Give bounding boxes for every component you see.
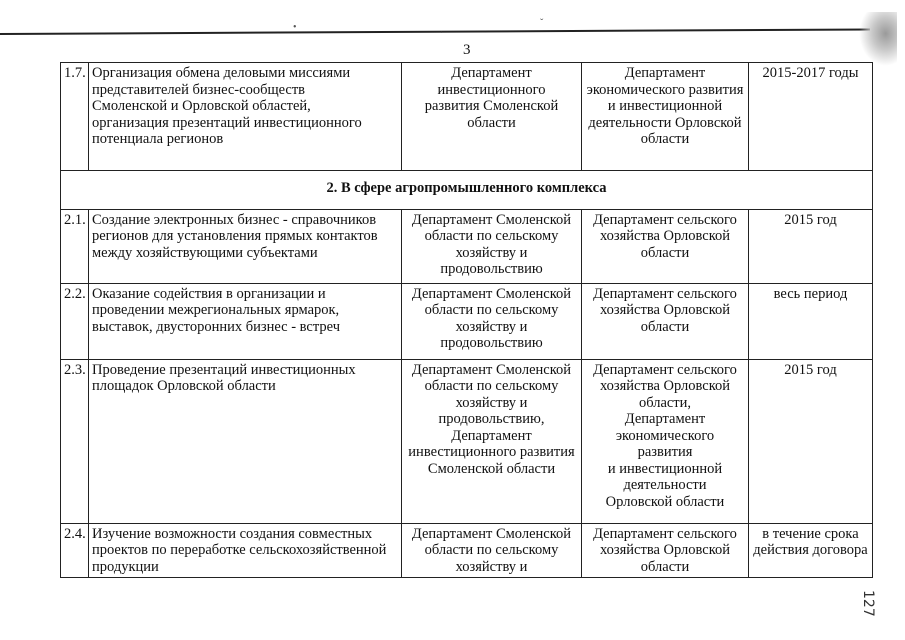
cell-text-line: продукции bbox=[92, 558, 159, 575]
table-row bbox=[61, 359, 873, 523]
cell-text-line: Департамент bbox=[451, 65, 532, 81]
cell-text-line: между хозяйствующими субъектами bbox=[92, 244, 318, 261]
cell-text-line: области bbox=[640, 244, 690, 261]
cell-text-line: Проведение презентаций инвестиционных bbox=[92, 361, 356, 378]
cell-text-line: Департамент сельского bbox=[593, 525, 737, 542]
cell-text-line: инвестиционного развития bbox=[408, 444, 575, 460]
cell-text-line: Создание электронных бизнес - справочников bbox=[92, 211, 377, 228]
section-title: 2. В сфере агропромышленного комплекса bbox=[61, 171, 873, 210]
cell-text-line: деятельности Орловской bbox=[588, 114, 742, 131]
cell-text-line: хозяйства Орловской bbox=[599, 228, 731, 244]
orel-department-cell bbox=[582, 63, 749, 171]
cell-text-line: Департамент сельского bbox=[593, 285, 737, 302]
cell-text-line: инвестиционного bbox=[437, 81, 546, 98]
item-number: 1.7. bbox=[61, 63, 89, 171]
cell-text-line: хозяйству и bbox=[455, 558, 528, 575]
cell-text-line: экономического развития bbox=[586, 81, 744, 98]
cell-text-line: и инвестиционной bbox=[607, 98, 723, 114]
term-cell: весь период bbox=[749, 283, 873, 359]
smolensk-department-cell bbox=[402, 523, 582, 578]
cell-text-line: и инвестиционной bbox=[607, 460, 723, 477]
cell-text-line: регионов для установления прямых контактов bbox=[92, 228, 378, 244]
cell-text-line: представителей бизнес-сообществ bbox=[92, 81, 306, 98]
scan-speck: ˇ bbox=[540, 18, 544, 29]
scan-speck: · bbox=[440, 28, 444, 39]
cell-text-line: хозяйства Орловской bbox=[599, 302, 731, 318]
cell-text-line: Смоленской области bbox=[427, 460, 556, 477]
cell-text-line: продовольствию bbox=[440, 335, 543, 351]
cell-text-line: организация презентаций инвестиционного bbox=[92, 114, 362, 131]
smolensk-department-cell bbox=[402, 359, 582, 523]
table-row bbox=[61, 523, 873, 578]
cell-text-line: Департамент Смоленской bbox=[411, 361, 572, 378]
orel-department-cell bbox=[582, 209, 749, 283]
page-number: 3 bbox=[463, 42, 471, 58]
cell-text-line: потенциала регионов bbox=[92, 131, 224, 147]
cell-text-line: экономического bbox=[615, 427, 715, 444]
activity-cell bbox=[89, 523, 402, 578]
cell-text-line: области bbox=[640, 558, 690, 575]
table-row bbox=[61, 283, 873, 359]
cell-text-line: области по сельскому bbox=[424, 378, 559, 394]
cell-text-line: области по сельскому bbox=[424, 542, 559, 558]
table-row bbox=[61, 63, 873, 171]
handwritten-margin-note: 127 bbox=[860, 590, 876, 617]
term-cell: 2015 год bbox=[749, 359, 873, 523]
orel-department-cell bbox=[582, 359, 749, 523]
item-number: 2.4. bbox=[61, 523, 89, 578]
activity-cell bbox=[89, 283, 402, 359]
cell-text-line: области bbox=[640, 318, 690, 335]
item-number: 2.2. bbox=[61, 283, 89, 359]
cell-text-line: Департамент Смоленской bbox=[411, 211, 572, 228]
term-cell: 2015-2017 годы bbox=[749, 63, 873, 171]
cell-text-line: Департамент Смоленской bbox=[411, 525, 572, 542]
activity-cell bbox=[89, 209, 402, 283]
smolensk-department-cell bbox=[402, 283, 582, 359]
cell-text-line: Смоленской и Орловской областей, bbox=[92, 98, 311, 114]
cell-text-line: Департамент сельского bbox=[593, 361, 737, 378]
table-body-section bbox=[61, 209, 873, 578]
smolensk-department-cell bbox=[402, 209, 582, 283]
cell-text-line: площадок Орловской области bbox=[92, 378, 276, 394]
term-cell: в течение срока действия договора bbox=[749, 523, 873, 578]
item-number: 2.3. bbox=[61, 359, 89, 523]
cell-text-line: Департамент bbox=[624, 65, 706, 81]
cell-text-line: развития bbox=[637, 444, 693, 460]
cell-text-line: Изучение возможности создания совместных bbox=[92, 525, 373, 542]
cell-text-line: области bbox=[640, 131, 690, 147]
cell-text-line: хозяйства Орловской bbox=[599, 378, 731, 394]
cell-text-line: хозяйства Орловской bbox=[599, 542, 731, 558]
activity-plan-table bbox=[60, 62, 873, 578]
cell-text-line: Организация обмена деловыми миссиями bbox=[92, 65, 351, 81]
cell-text-line: проектов по переработке сельскохозяйственной bbox=[92, 542, 387, 558]
cell-text-line: развития Смоленской bbox=[424, 98, 559, 114]
scan-corner-smudge bbox=[859, 12, 897, 66]
cell-text-line: хозяйству и bbox=[455, 394, 528, 411]
cell-text-line: Департамент Смоленской bbox=[411, 285, 572, 302]
section-header-row bbox=[61, 171, 873, 210]
smolensk-department-cell bbox=[402, 63, 582, 171]
cell-text-line: проведении межрегиональных ярмарок, bbox=[92, 302, 340, 318]
cell-text-line: Департамент bbox=[624, 411, 706, 427]
cell-text-line: области, bbox=[638, 394, 692, 411]
cell-text-line: Орловской области bbox=[605, 493, 725, 510]
table-body-top bbox=[61, 63, 873, 171]
cell-text-line: выставок, двусторонних бизнес - встреч bbox=[92, 318, 340, 335]
cell-text-line: Оказание содействия в организации и bbox=[92, 285, 326, 302]
cell-text-line: продовольствию, bbox=[438, 411, 545, 427]
cell-text-line: Департамент bbox=[451, 427, 532, 444]
scan-top-line bbox=[0, 28, 870, 35]
orel-department-cell bbox=[582, 523, 749, 578]
cell-text-line: области по сельскому bbox=[424, 302, 559, 318]
cell-text-line: продовольствию bbox=[440, 261, 543, 277]
item-number: 2.1. bbox=[61, 209, 89, 283]
cell-text-line: Департамент сельского bbox=[593, 211, 737, 228]
cell-text-line: области по сельскому bbox=[424, 228, 559, 244]
activity-cell bbox=[89, 63, 402, 171]
table-row bbox=[61, 209, 873, 283]
cell-text-line: хозяйству и bbox=[455, 318, 528, 335]
cell-text-line: области bbox=[467, 114, 516, 131]
cell-text-line: хозяйству и bbox=[455, 244, 528, 261]
term-cell: 2015 год bbox=[749, 209, 873, 283]
activity-cell bbox=[89, 359, 402, 523]
section-header-body bbox=[61, 171, 873, 210]
orel-department-cell bbox=[582, 283, 749, 359]
cell-text-line: деятельности bbox=[623, 477, 707, 493]
scan-speck: • bbox=[293, 22, 297, 33]
